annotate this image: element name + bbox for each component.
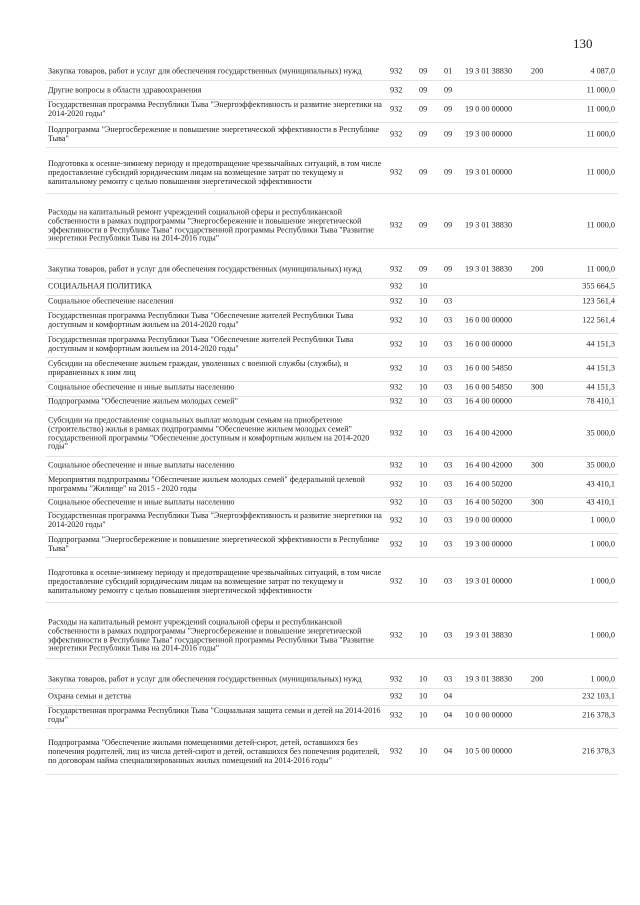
row-grbs: 932 <box>390 220 403 230</box>
row-amount: 11 000,0 <box>586 167 615 177</box>
row-amount: 216 378,3 <box>582 746 615 756</box>
row-amount: 11 000,0 <box>586 264 615 274</box>
row-name: Другие вопросы в области здравоохранения <box>48 85 202 95</box>
row-grbs: 932 <box>390 104 403 114</box>
table-row <box>0 311 640 331</box>
row-grbs: 932 <box>390 576 403 586</box>
table-row <box>0 616 640 656</box>
row-grbs: 932 <box>390 264 403 274</box>
row-section: 09 <box>419 129 428 139</box>
row-name: Подпрограмма "Энергосбережение и повышение энергетической эффективности в Республике Тыва" <box>48 535 380 553</box>
row-section: 10 <box>419 539 428 549</box>
row-name: Социальное обеспечение населения <box>48 296 174 306</box>
row-section: 10 <box>419 691 428 701</box>
table-row <box>0 264 640 276</box>
row-subsection: 04 <box>444 746 453 756</box>
row-subsection: 04 <box>444 691 453 701</box>
row-name: Закупка товаров, работ и услуг для обеспечения государственных (муниципальных) нужд <box>48 674 362 684</box>
row-target-article: 16 4 00 42000 <box>465 428 513 438</box>
row-name: Государственная программа Республики Тыва "Обеспечение жителей Республики Тыва доступным и комфортным жильем на 2014-2020 годы" <box>48 335 354 353</box>
row-section: 10 <box>419 674 428 684</box>
row-section: 10 <box>419 479 428 489</box>
row-target-article: 16 0 00 00000 <box>465 339 513 349</box>
row-grbs: 932 <box>390 296 403 306</box>
row-target-article: 16 0 00 54850 <box>465 382 513 392</box>
row-name: Закупка товаров, работ и услуг для обеспечения государственных (муниципальных) нужд <box>48 66 362 76</box>
row-name: СОЦИАЛЬНАЯ ПОЛИТИКА <box>48 281 152 291</box>
row-section: 10 <box>419 281 428 291</box>
row-section: 10 <box>419 497 428 507</box>
table-row <box>0 66 640 78</box>
row-amount: 1 000,0 <box>590 674 615 684</box>
row-subsection: 03 <box>444 363 453 373</box>
row-target-article: 16 0 00 54850 <box>465 363 513 373</box>
row-target-article: 16 4 00 00000 <box>465 396 513 406</box>
row-section: 10 <box>419 315 428 325</box>
row-section: 10 <box>419 428 428 438</box>
row-amount: 355 664,5 <box>582 281 615 291</box>
table-row <box>0 691 640 703</box>
row-amount: 123 561,4 <box>582 296 615 306</box>
row-expense-type: 300 <box>531 382 544 392</box>
row-target-article: 19 3 00 00000 <box>465 539 513 549</box>
row-amount: 44 151,3 <box>586 339 615 349</box>
table-row <box>0 206 640 246</box>
table-row <box>0 359 640 379</box>
row-expense-type: 200 <box>531 674 544 684</box>
row-name: Социальное обеспечение и иные выплаты населению <box>48 497 235 507</box>
row-target-article: 19 3 01 00000 <box>465 167 513 177</box>
row-grbs: 932 <box>390 129 403 139</box>
row-target-article: 16 4 00 42000 <box>465 460 513 470</box>
row-target-article: 19 3 00 00000 <box>465 129 513 139</box>
row-subsection: 03 <box>444 674 453 684</box>
row-amount: 122 561,4 <box>582 315 615 325</box>
row-name: Государственная программа Республики Тыва "Энергоэффективность и развитие энергетики на 2014-2020 годы" <box>48 100 382 118</box>
row-subsection: 03 <box>444 515 453 525</box>
row-name: Государственная программа Республики Тыва "Социальная защита семьи и детей на 2014-2016 годы" <box>48 706 381 724</box>
row-target-article: 19 0 00 00000 <box>465 104 513 114</box>
row-section: 10 <box>419 515 428 525</box>
table-row <box>0 732 640 772</box>
row-subsection: 03 <box>444 497 453 507</box>
row-target-article: 16 0 00 00000 <box>465 315 513 325</box>
row-grbs: 932 <box>390 460 403 470</box>
row-name: Закупка товаров, работ и услуг для обеспечения государственных (муниципальных) нужд <box>48 264 362 274</box>
row-amount: 35 000,0 <box>586 460 615 470</box>
row-subsection: 09 <box>444 220 453 230</box>
row-amount: 35 000,0 <box>586 428 615 438</box>
row-amount: 1 000,0 <box>590 539 615 549</box>
row-grbs: 932 <box>390 382 403 392</box>
page-number: 130 <box>573 36 593 51</box>
row-subsection: 09 <box>444 104 453 114</box>
row-grbs: 932 <box>390 167 403 177</box>
row-target-article: 10 5 00 00000 <box>465 746 513 756</box>
row-amount: 78 410,1 <box>586 396 615 406</box>
row-subsection: 09 <box>444 129 453 139</box>
row-name: Субсидии на предоставление социальных выплат молодым семьям на приобретение (строительство) жилья в рамках подпрограммы "Обеспечение жильем молодых семей" государственной программы "Обеспечение доступным и комфортным жильем на 2014-2020 годы" <box>48 415 370 451</box>
row-grbs: 932 <box>390 428 403 438</box>
table-row <box>0 475 640 495</box>
row-grbs: 932 <box>390 315 403 325</box>
row-section: 10 <box>419 746 428 756</box>
row-amount: 44 151,3 <box>586 382 615 392</box>
table-row <box>0 706 640 726</box>
row-target-article: 19 3 01 38830 <box>465 66 513 76</box>
row-subsection: 09 <box>444 167 453 177</box>
table-row <box>0 674 640 686</box>
row-amount: 216 378,3 <box>582 710 615 720</box>
row-subsection: 03 <box>444 576 453 586</box>
row-subsection: 04 <box>444 710 453 720</box>
row-name: Подпрограмма "Обеспечение жилыми помещениями детей-сирот, детей, оставшихся без попечения родителей, лиц из числа детей-сирот и детей, оставшихся без попечения родителей, по договорам найма специализированных жилых помещений на 2014-2016 годы" <box>48 737 380 765</box>
table-row <box>0 564 640 600</box>
row-subsection: 03 <box>444 479 453 489</box>
row-section: 10 <box>419 710 428 720</box>
row-target-article: 19 3 01 38830 <box>465 264 513 274</box>
row-expense-type: 200 <box>531 66 544 76</box>
row-subsection: 03 <box>444 315 453 325</box>
table-row <box>0 281 640 293</box>
row-section: 10 <box>419 576 428 586</box>
row-amount: 11 000,0 <box>586 85 615 95</box>
table-row <box>0 296 640 308</box>
row-amount: 1 000,0 <box>590 630 615 640</box>
row-name: Субсидии на обеспечение жильем граждан, уволенных с военной службы (службы), и приравненных к ним лиц <box>48 359 349 377</box>
row-grbs: 932 <box>390 746 403 756</box>
row-name: Подготовка к осенне-зимнему периоду и предотвращение чрезвычайных ситуаций, в том числе предоставление субсидий юридическим лицам на возмещение затрат по текущему и капитальному ремонту с целью повышения энергетической эффективности <box>48 567 382 595</box>
table-row <box>0 497 640 509</box>
row-name: Подпрограмма "Энергосбережение и повышение энергетической эффективности в Республике Тыва" <box>48 125 380 143</box>
table-row <box>0 511 640 531</box>
row-target-article: 19 3 01 38830 <box>465 674 513 684</box>
row-subsection: 03 <box>444 296 453 306</box>
row-section: 10 <box>419 382 428 392</box>
row-grbs: 932 <box>390 281 403 291</box>
row-name: Социальное обеспечение и иные выплаты населению <box>48 460 235 470</box>
row-grbs: 932 <box>390 396 403 406</box>
row-amount: 11 000,0 <box>586 129 615 139</box>
row-grbs: 932 <box>390 630 403 640</box>
row-grbs: 932 <box>390 339 403 349</box>
table-row <box>0 535 640 555</box>
table-row <box>0 85 640 97</box>
row-subsection: 03 <box>444 396 453 406</box>
row-grbs: 932 <box>390 497 403 507</box>
row-amount: 232 103,1 <box>582 691 615 701</box>
row-amount: 1 000,0 <box>590 576 615 586</box>
row-section: 09 <box>419 167 428 177</box>
row-name: Подготовка к осенне-зимнему периоду и предотвращение чрезвычайных ситуаций, в том числе предоставление субсидий юридическим лицам на возмещение затрат по текущему и капитальному ремонту с целью повышения энергетической эффективности <box>48 158 382 186</box>
row-target-article: 19 3 01 38830 <box>465 630 513 640</box>
row-section: 09 <box>419 66 428 76</box>
row-subsection: 03 <box>444 382 453 392</box>
row-target-article: 19 3 01 00000 <box>465 576 513 586</box>
row-grbs: 932 <box>390 710 403 720</box>
row-target-article: 16 4 00 50200 <box>465 479 513 489</box>
row-target-article: 10 0 00 00000 <box>465 710 513 720</box>
table-row <box>0 382 640 394</box>
row-target-article: 19 0 00 00000 <box>465 515 513 525</box>
row-amount: 44 151,3 <box>586 363 615 373</box>
row-section: 10 <box>419 460 428 470</box>
row-section: 10 <box>419 296 428 306</box>
row-subsection: 03 <box>444 630 453 640</box>
row-grbs: 932 <box>390 479 403 489</box>
row-section: 09 <box>419 104 428 114</box>
row-target-article: 19 3 01 38830 <box>465 220 513 230</box>
row-amount: 1 000,0 <box>590 515 615 525</box>
table-row <box>0 460 640 472</box>
row-amount: 11 000,0 <box>586 104 615 114</box>
row-name: Расходы на капитальный ремонт учреждений социальной сферы и республиканской собственности в рамках подпрограммы "Энергосбережение и повышение энергетической эффективности в Республике Тыва" государственной программы Республики Тыва "Развитие энергетики Республики Тыва на 2014-2016 годы" <box>48 617 374 653</box>
row-section: 10 <box>419 363 428 373</box>
row-name: Охрана семьи и детства <box>48 691 132 701</box>
row-subsection: 03 <box>444 460 453 470</box>
row-grbs: 932 <box>390 66 403 76</box>
row-name: Социальное обеспечение и иные выплаты населению <box>48 382 235 392</box>
row-subsection: 03 <box>444 539 453 549</box>
row-amount: 11 000,0 <box>586 220 615 230</box>
row-subsection: 03 <box>444 428 453 438</box>
row-amount: 4 087,0 <box>590 66 615 76</box>
table-row <box>0 335 640 355</box>
row-name: Подпрограмма "Обеспечение жильем молодых семей" <box>48 396 238 406</box>
row-name: Государственная программа Республики Тыва "Обеспечение жителей Республики Тыва доступным и комфортным жильем на 2014-2020 годы" <box>48 311 354 329</box>
row-subsection: 09 <box>444 85 453 95</box>
row-name: Расходы на капитальный ремонт учреждений социальной сферы и республиканской собственности в рамках подпрограммы "Энергосбережение и повышение энергетической эффективности в Республике Тыва" государственной программы Республики Тыва "Развитие энергетики Республики Тыва на 2014-2016 годы" <box>48 207 374 243</box>
row-name: Мероприятия подпрограммы "Обеспечение жильем молодых семей" федеральной целевой программы "Жилище" на 2015 - 2020 годы <box>48 475 365 493</box>
row-expense-type: 300 <box>531 497 544 507</box>
row-target-article: 16 4 00 50200 <box>465 497 513 507</box>
table-row <box>0 125 640 145</box>
row-grbs: 932 <box>390 85 403 95</box>
table-row <box>0 155 640 191</box>
row-amount: 43 410,1 <box>586 479 615 489</box>
row-section: 09 <box>419 85 428 95</box>
row-section: 10 <box>419 630 428 640</box>
table-row <box>0 100 640 120</box>
row-name: Государственная программа Республики Тыва "Энергоэффективность и развитие энергетики на 2014-2020 годы" <box>48 511 382 529</box>
row-section: 09 <box>419 220 428 230</box>
row-grbs: 932 <box>390 363 403 373</box>
row-expense-type: 300 <box>531 460 544 470</box>
row-section: 10 <box>419 339 428 349</box>
row-grbs: 932 <box>390 539 403 549</box>
row-grbs: 932 <box>390 674 403 684</box>
row-subsection: 01 <box>444 66 453 76</box>
table-row <box>0 414 640 454</box>
row-expense-type: 200 <box>531 264 544 274</box>
row-subsection: 09 <box>444 264 453 274</box>
row-amount: 43 410,1 <box>586 497 615 507</box>
row-grbs: 932 <box>390 691 403 701</box>
row-grbs: 932 <box>390 515 403 525</box>
row-subsection: 03 <box>444 339 453 349</box>
row-section: 09 <box>419 264 428 274</box>
row-section: 10 <box>419 396 428 406</box>
table-row <box>0 396 640 408</box>
